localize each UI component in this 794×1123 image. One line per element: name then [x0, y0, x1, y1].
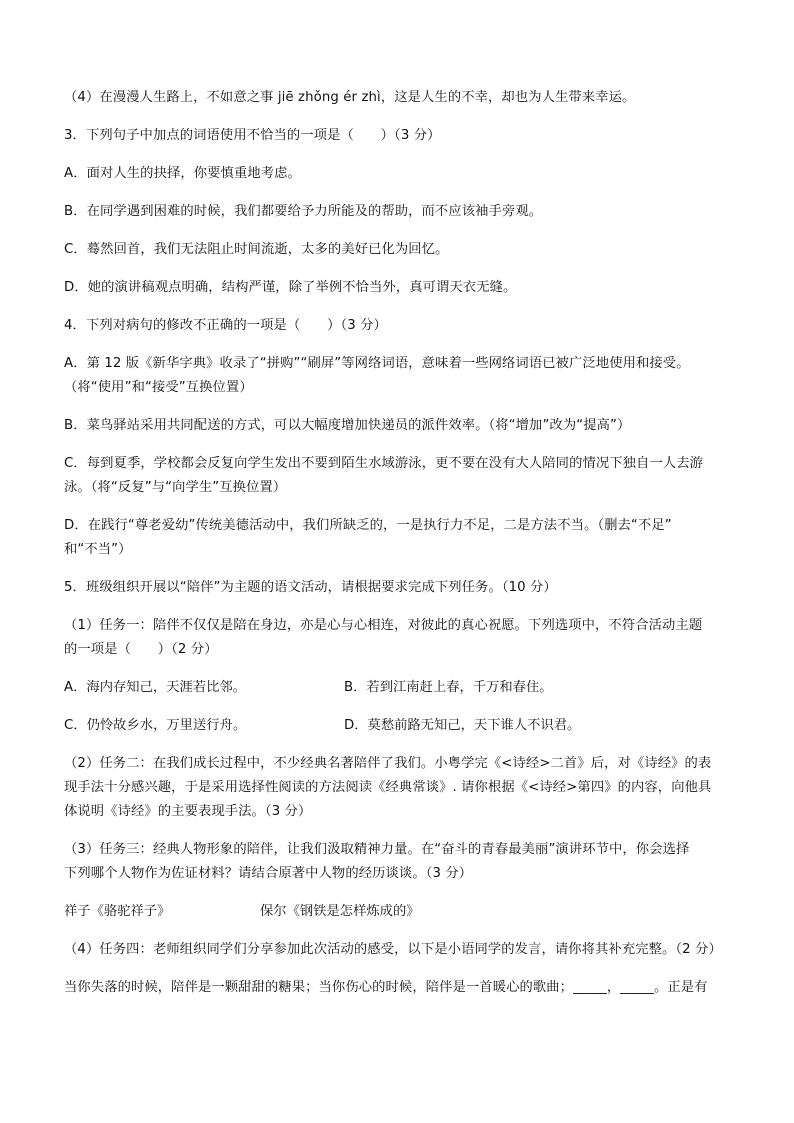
q5-stem: 5．班级组织开展以“陪伴”为主题的语文活动，请根据要求完成下列任务。（10 分） — [64, 580, 557, 595]
q5-task1-option-c: C．仍怜故乡水，万里送行舟。 — [64, 718, 247, 733]
q5-task1-option-d: D．莫愁前路无知己，天下谁人不识君。 — [344, 718, 581, 733]
q5-task3-books — [64, 900, 730, 924]
q4-option-c-line2: 泳。（将“反复”与“向学生”互换位置） — [64, 480, 287, 495]
q5-book-paul: 保尔《钢铁是怎样炼成的》 — [260, 904, 420, 919]
q5-task3-line1: （3）任务三：经典人物形象的陪伴，让我们汲取精神力量。在“奋斗的青春最美丽”演讲环节中，你会选择 — [64, 842, 690, 857]
q4-option-a-line2: （将“使用”和“接受”互换位置） — [64, 380, 253, 395]
q4-option-d-line1: D．在践行“尊老爱幼”传统美德活动中，我们所缺乏的，一是执行力不足，二是方法不当。（删去“不足” — [64, 518, 672, 533]
q5-book-xiangzi: 祥子《骆驼祥子》 — [64, 904, 171, 919]
q5-task2-line1: （2）任务二：在我们成长过程中，不少经典名著陪伴了我们。小粤学完《<诗经>二首》后，对《诗经》的表 — [64, 756, 712, 771]
q5-task1-option-a: A．海内存知己，天涯若比邻。 — [64, 680, 246, 695]
q3-option-c: C．蓦然回首，我们无法阻止时间流逝，太多的美好已化为回忆。 — [64, 242, 449, 257]
q3-stem: 3．下列句子中加点的词语使用不恰当的一项是（ ）（3 分） — [64, 128, 441, 143]
q5-task1-options-row2 — [64, 714, 730, 738]
q5-task1-options-row1 — [64, 676, 730, 700]
q3-option-b: B．在同学遇到困难的时候，我们都要给予力所能及的帮助，而不应该袖手旁观。 — [64, 204, 543, 219]
q4-stem: 4．下列对病句的修改不正确的一项是（ ）（3 分） — [64, 318, 387, 333]
q5-task1-line1: （1）任务一：陪伴不仅仅是陪在身边，亦是心与心相连，对彼此的真心祝愿。下列选项中，不符合活动主题 — [64, 618, 703, 633]
q5-task2-line3: 体说明《诗经》的主要表现手法。（3 分） — [64, 804, 312, 819]
q3-option-a: A．面对人生的抉择，你要慎重地考虑。 — [64, 166, 301, 181]
q4-option-c-line1: C．每到夏季，学校都会反复向学生发出不要到陌生水域游泳，更不要在没有大人陪同的情况下独自一人去游 — [64, 456, 704, 471]
q4-option-d-line2: 和“不当”） — [64, 542, 132, 557]
q5-task1-line2: 的一项是（ ）（2 分） — [64, 642, 218, 657]
q5-task4-line2: 当你失落的时候，陪伴是一颗甜甜的糖果；当你伤心的时候，陪伴是一首暖心的歌曲；_____，_____。正是有 — [64, 980, 708, 995]
q-prev-item4: （4）在漫漫人生路上，不如意之事 jiē zhǒng ér zhì，这是人生的不幸，却也为人生带来幸运。 — [64, 90, 636, 105]
q5-task1-option-b: B．若到江南赶上春，千万和春住。 — [344, 680, 553, 695]
q5-task3-line2: 下列哪个人物作为佐证材料？请结合原著中人物的经历谈谈。（3 分） — [64, 866, 473, 881]
q3-option-d: D．她的演讲稿观点明确，结构严谨，除了举例不恰当外，真可谓天衣无缝。 — [64, 280, 517, 295]
q4-option-b: B．菜鸟驿站采用共同配送的方式，可以大幅度增加快递员的派件效率。（将“增加”改为“提高”） — [64, 418, 631, 433]
q5-task4-line1: （4）任务四：老师组织同学们分享参加此次活动的感受，以下是小语同学的发言，请你将其补充完整。（2 分） — [64, 942, 722, 957]
q5-task2-line2: 现手法十分感兴趣，于是采用选择性阅读的方法阅读《经典常谈》. 请你根据《<诗经>第四》的内容，向他具 — [64, 780, 712, 795]
q4-option-a-line1: A．第 12 版《新华字典》收录了“拼购”“刷屏”等网络词语，意味着一些网络词语已被广泛地使用和接受。 — [64, 356, 690, 371]
